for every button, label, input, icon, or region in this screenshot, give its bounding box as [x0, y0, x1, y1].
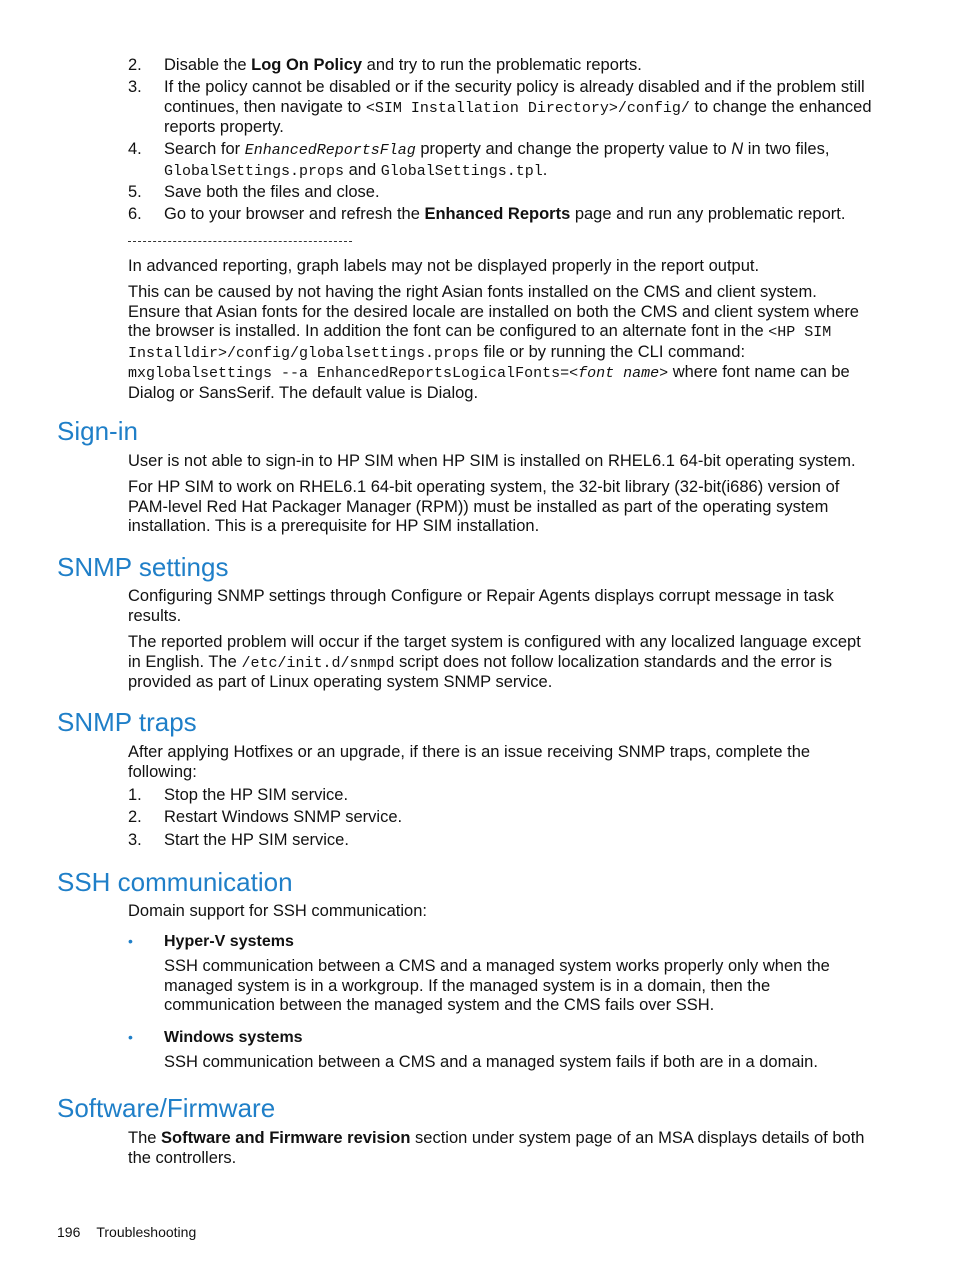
heading-sign-in: Sign-in [57, 416, 138, 446]
heading-snmp-settings: SNMP settings [57, 552, 229, 582]
footer-section-title: Troubleshooting [96, 1224, 197, 1240]
advanced-para-2: This can be caused by not having the right Asian fonts installed on the CMS and client system. Ensure that Asian fonts for the desired locale are installed on both the CMS and client system where the browser is installed. In addition the font can be configured to an alternate font in the <HP SIM Installdir>/config/globalsettings.props file or by running the CLI command: mxglobalsettings --a EnhancedReportsLogicalFonts=<font name> where font name can be Dialog or SansSerif. The default value is Dialog. [128, 283, 859, 402]
ssh-item-windows-title: Windows systems [164, 1029, 303, 1046]
page-number: 196 [57, 1224, 81, 1240]
snmp-settings-para-2: The reported problem will occur if the target system is configured with any localized language except in English. The /etc/init.d/snmpd script does not follow localization standards and the error is provided as part of Linux operating system SNMP service. [128, 633, 861, 691]
step-2: 2. Disable the Log On Policy and try to run the problematic reports. [128, 56, 642, 74]
heading-software-firmware: Software/Firmware [57, 1093, 276, 1123]
heading-ssh-communication: SSH communication [57, 867, 293, 897]
dashed-separator [128, 241, 352, 242]
step-4: 4. Search for EnhancedReportsFlag property and change the property value to N in two files, GlobalSettings.props and GlobalSettings.tpl. [128, 140, 830, 180]
snmp-traps-step-3: 3. Start the HP SIM service. [128, 831, 349, 849]
heading-snmp-traps: SNMP traps [57, 707, 197, 737]
ssh-item-windows-body: SSH communication between a CMS and a managed system fails if both are in a domain. [164, 1053, 818, 1071]
snmp-traps-step-1: 1. Stop the HP SIM service. [128, 786, 349, 804]
bullet-icon: • [128, 933, 133, 949]
signin-para-1: User is not able to sign-in to HP SIM when HP SIM is installed on RHEL6.1 64-bit operating system. [128, 452, 856, 470]
signin-para-2: For HP SIM to work on RHEL6.1 64-bit operating system, the 32-bit library (32-bit(i686) version of PAM-level Red Hat Packager Manager (RPM)) must be installed as part of the operating system installation. This is a prerequisite for HP SIM installation. [128, 478, 840, 535]
step-3: 3. If the policy cannot be disabled or if the security policy is already disabled and if the problem still continues, then navigate to <SIM Installation Directory>/config/ to change the enhanced reports property. [128, 78, 872, 136]
ssh-item-hyper-v-body: SSH communication between a CMS and a managed system works properly only when the managed system is in a workgroup. If the managed system is in a domain, then the communication between the managed system and the CMS fails over SSH. [164, 957, 830, 1014]
step-6: 6. Go to your browser and refresh the Enhanced Reports page and run any problematic report. [128, 205, 846, 223]
software-para-1: The Software and Firmware revision section under system page of an MSA displays details of both the controllers. [128, 1129, 865, 1167]
step-5: 5. Save both the files and close. [128, 183, 380, 201]
page-footer [57, 1223, 196, 1241]
ssh-para-1: Domain support for SSH communication: [128, 902, 427, 920]
ssh-item-hyper-v-title: Hyper-V systems [164, 933, 294, 950]
bullet-icon: • [128, 1029, 133, 1045]
snmp-traps-step-2: 2. Restart Windows SNMP service. [128, 808, 403, 826]
advanced-para-1: In advanced reporting, graph labels may not be displayed properly in the report output. [128, 257, 760, 275]
snmp-settings-para-1: Configuring SNMP settings through Configure or Repair Agents displays corrupt message in task results. [128, 587, 834, 625]
snmp-traps-para-1: After applying Hotfixes or an upgrade, if there is an issue receiving SNMP traps, complete the following: [128, 743, 811, 781]
